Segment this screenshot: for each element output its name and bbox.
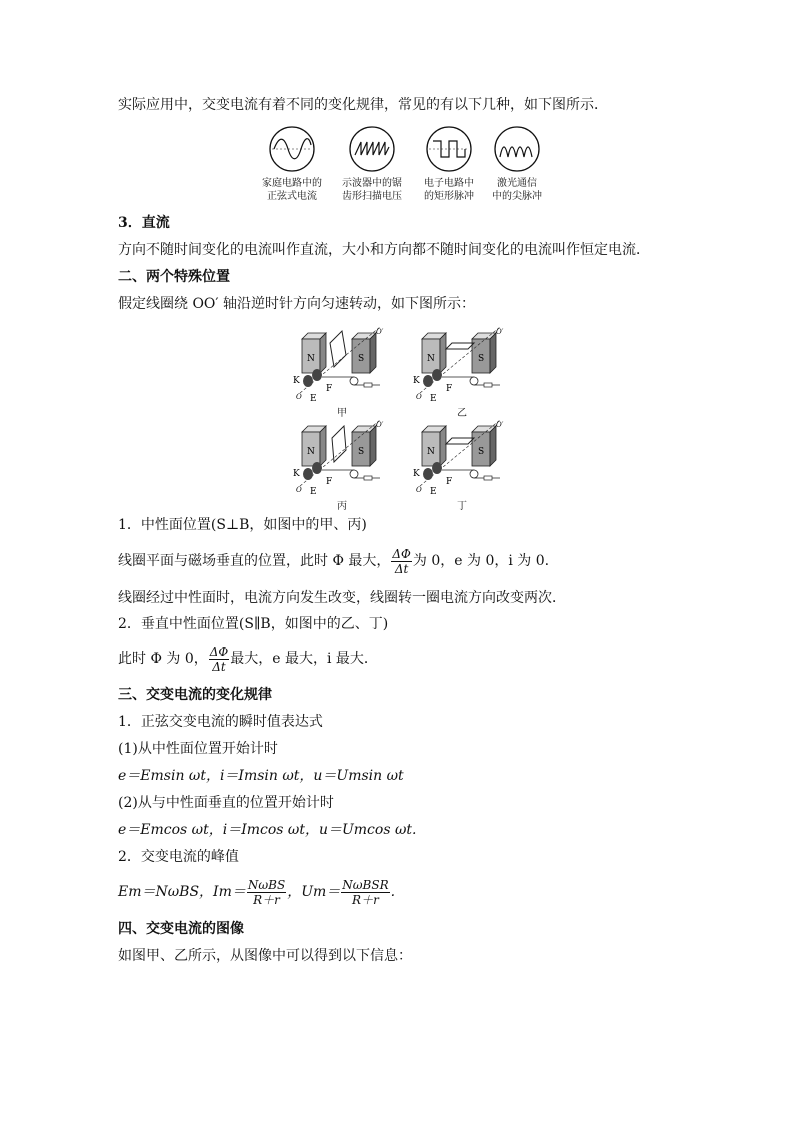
square-wave-icon	[425, 125, 473, 173]
dc-text: 方向不随时间变化的电流叫作直流，大小和方向都不随时间变化的电流叫作恒定电流．	[118, 242, 650, 258]
dc-heading: 3．直流	[118, 215, 170, 231]
svg-text:F: F	[326, 384, 333, 394]
figure-label: 乙	[457, 408, 467, 419]
um-fraction: $\frac{\text{NωBSR}}{R+r}$	[342, 877, 389, 907]
wave-square	[414, 125, 484, 203]
svg-text:O: O	[296, 393, 302, 401]
wave-spike	[482, 125, 552, 203]
svg-text:O: O	[416, 486, 422, 494]
svg-text:K: K	[413, 469, 420, 479]
coil-text: 假定线圈绕 OO′ 轴沿逆时针方向匀速转动，如下图所示：	[118, 296, 476, 312]
wave-sawtooth	[337, 125, 407, 203]
svg-text:S: S	[358, 447, 365, 457]
generator-diagram-icon	[412, 325, 512, 403]
svg-text:N: N	[307, 447, 315, 457]
generator-diagram-icon	[412, 418, 512, 496]
case-1: (1)从中性面位置开始计时	[118, 741, 278, 757]
section-heading-4: 四、交变电流的图像	[118, 921, 244, 937]
svg-text:E: E	[310, 394, 317, 403]
neutral-line-1: 线圈平面与磁场垂直的位置，此时 Φ 最大， $\frac{\Delta\Phi}{\Delta t}$ 为 0，e 为 0，i 为 0.	[118, 546, 550, 576]
svg-text:O′: O′	[496, 328, 504, 336]
figure-label: 丙	[337, 501, 347, 512]
svg-text:O: O	[416, 393, 422, 401]
generator-figure	[412, 418, 512, 510]
wave-caption: 家庭电路中的 正弦式电流	[262, 178, 322, 202]
svg-text:K: K	[413, 376, 420, 386]
svg-text:O′: O′	[376, 421, 384, 429]
wave-sine	[257, 125, 327, 203]
peak-heading: 2．交变电流的峰值	[118, 849, 239, 865]
figure-label: 丁	[457, 501, 467, 512]
section-heading-3: 三、交变电流的变化规律	[118, 687, 272, 703]
generator-diagram-icon	[292, 418, 392, 496]
neutral-line-2: 线圈经过中性面时，电流方向发生改变，线圈转一圈电流方向改变两次．	[118, 590, 566, 606]
svg-text:N: N	[307, 354, 315, 364]
peak-equations: Em＝NωBS，Im＝ $\frac{\text{NωBS}}{R+r}$ ，Um＝ $\frac{\text{NωBSR}}{R+r}$ .	[118, 877, 396, 907]
svg-text:F: F	[446, 384, 453, 394]
delta-phi-fraction: $\frac{\Delta\Phi}{\Delta t}$	[392, 546, 411, 576]
wave-caption: 电子电路中 的矩形脉冲	[424, 178, 474, 202]
svg-text:K: K	[293, 469, 300, 479]
svg-text:O′: O′	[496, 421, 504, 429]
wave-caption: 激光通信 中的尖脉冲	[492, 178, 542, 202]
svg-text:E: E	[430, 487, 437, 496]
svg-text:S: S	[478, 354, 485, 364]
neutral-heading: 1．中性面位置(S⊥B，如图中的甲、丙)	[118, 517, 367, 533]
sine-wave-icon	[268, 125, 316, 173]
sine-heading: 1．正弦交变电流的瞬时值表达式	[118, 714, 323, 730]
generator-figure	[412, 325, 512, 417]
svg-text:N: N	[427, 447, 435, 457]
generator-diagram-icon	[292, 325, 392, 403]
generator-figure	[292, 418, 392, 510]
svg-text:E: E	[310, 487, 317, 496]
wave-caption: 示波器中的锯 齿形扫描电压	[342, 178, 402, 202]
perp-heading: 2．垂直中性面位置(S∥B，如图中的乙、丁)	[118, 616, 389, 632]
im-fraction: $\frac{\text{NωBS}}{R+r}$	[247, 877, 286, 907]
svg-text:K: K	[293, 376, 300, 386]
svg-text:F: F	[446, 477, 453, 487]
delta-phi-fraction: $\frac{\Delta\Phi}{\Delta t}$	[209, 644, 229, 674]
section-4-text: 如图甲、乙所示，从图像中可以得到以下信息：	[118, 948, 412, 964]
sawtooth-wave-icon	[348, 125, 396, 173]
svg-text:F: F	[326, 477, 333, 487]
svg-text:O: O	[296, 486, 302, 494]
generator-figure	[292, 325, 392, 417]
svg-text:S: S	[478, 447, 485, 457]
figure-label: 甲	[337, 408, 347, 419]
svg-text:N: N	[427, 354, 435, 364]
perp-line: 此时 Φ 为 0， $\frac{\Delta\Phi}{\Delta t}$ 最大，e 最大，i 最大．	[118, 644, 378, 674]
svg-text:S: S	[358, 354, 365, 364]
equation-1: e＝Emsin ωt，i＝Imsin ωt，u＝Umsin ωt	[118, 768, 404, 784]
section-heading-2: 二、两个特殊位置	[118, 269, 230, 285]
spike-wave-icon	[493, 125, 541, 173]
svg-text:E: E	[430, 394, 437, 403]
equation-2: e＝Emcos ωt，i＝Imcos ωt，u＝Umcos ωt.	[118, 822, 417, 838]
case-2: (2)从与中性面垂直的位置开始计时	[118, 795, 334, 811]
svg-text:O′: O′	[376, 328, 384, 336]
intro-text: 实际应用中，交变电流有着不同的变化规律，常见的有以下几种，如下图所示．	[118, 97, 608, 113]
